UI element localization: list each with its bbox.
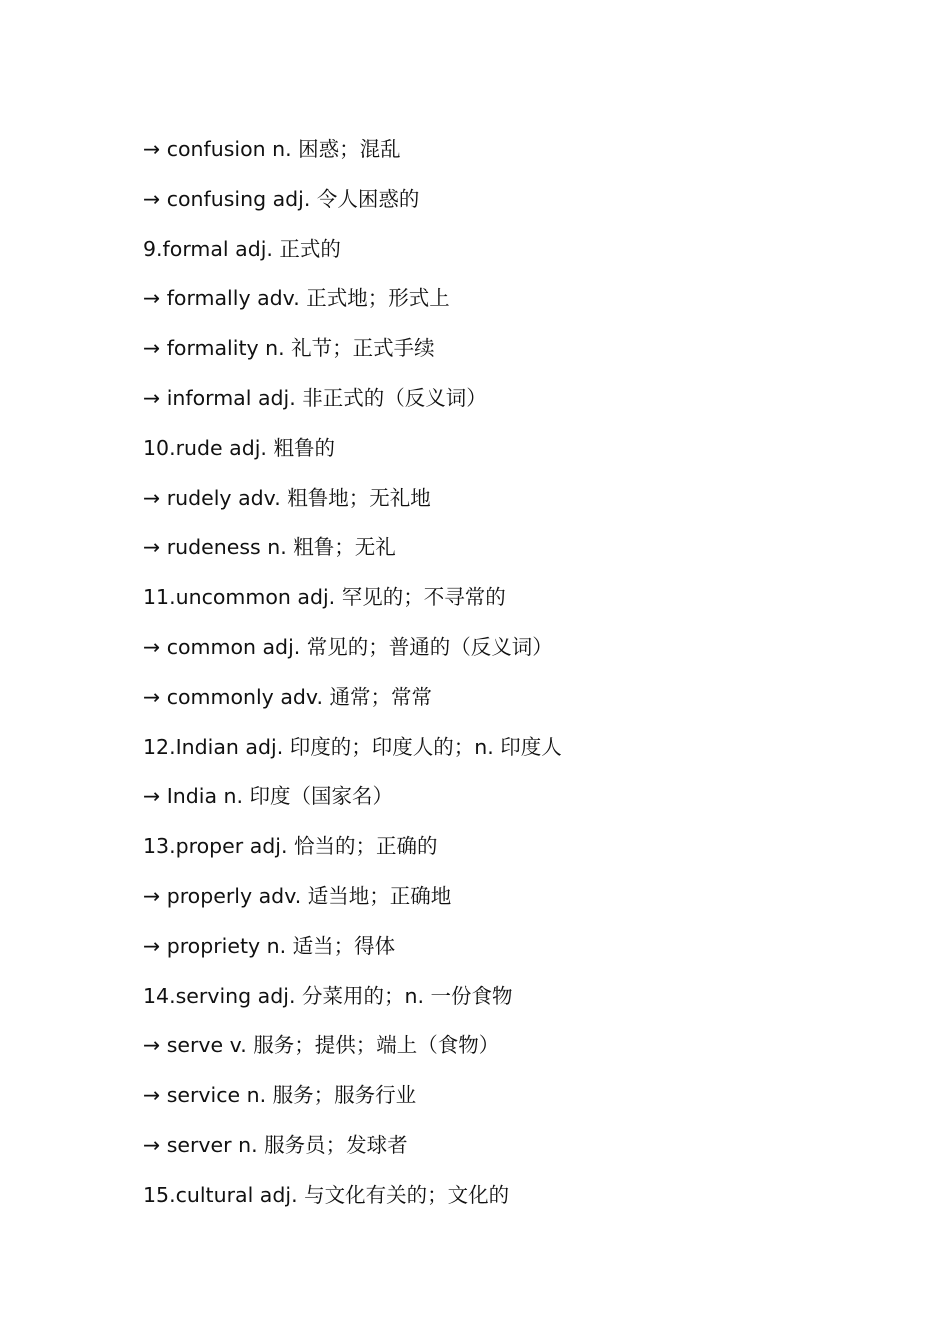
vocab-line: → properly adv. 适当地；正确地 (143, 883, 452, 908)
vocab-line: 10.rude adj. 粗鲁的 (143, 435, 335, 460)
vocab-line: → server n. 服务员；发球者 (143, 1132, 408, 1157)
vocab-line: 11.uncommon adj. 罕见的；不寻常的 (143, 585, 506, 610)
vocab-line: → confusion n. 困惑；混乱 (143, 137, 401, 161)
vocab-line: 9.formal adj. 正式的 (143, 236, 341, 261)
vocab-line: → rudely adv. 粗鲁地；无礼地 (143, 485, 431, 510)
vocab-line: → serve v. 服务；提供；端上（食物） (143, 1033, 500, 1058)
vocab-line: → formality n. 礼节；正式手续 (143, 336, 435, 361)
vocab-line: → confusing adj. 令人困惑的 (143, 186, 420, 211)
vocab-line: 12.Indian adj. 印度的；印度人的；n. 印度人 (143, 734, 562, 759)
vocab-line: → common adj. 常见的；普通的（反义词） (143, 634, 553, 659)
vocab-line: 15.cultural adj. 与文化有关的；文化的 (143, 1182, 510, 1207)
vocabulary-list (143, 133, 562, 1229)
vocab-line: → informal adj. 非正式的（反义词） (143, 385, 487, 410)
vocab-line: → commonly adv. 通常；常常 (143, 684, 432, 709)
vocab-line: → propriety n. 适当；得体 (143, 933, 396, 958)
vocab-line: → rudeness n. 粗鲁；无礼 (143, 535, 396, 560)
vocab-line: → service n. 服务；服务行业 (143, 1083, 417, 1108)
vocab-line: → India n. 印度（国家名） (143, 784, 394, 809)
vocab-line: 13.proper adj. 恰当的；正确的 (143, 834, 438, 859)
vocab-line: 14.serving adj. 分菜用的；n. 一份食物 (143, 983, 513, 1008)
vocab-line: → formally adv. 正式地；形式上 (143, 286, 450, 311)
